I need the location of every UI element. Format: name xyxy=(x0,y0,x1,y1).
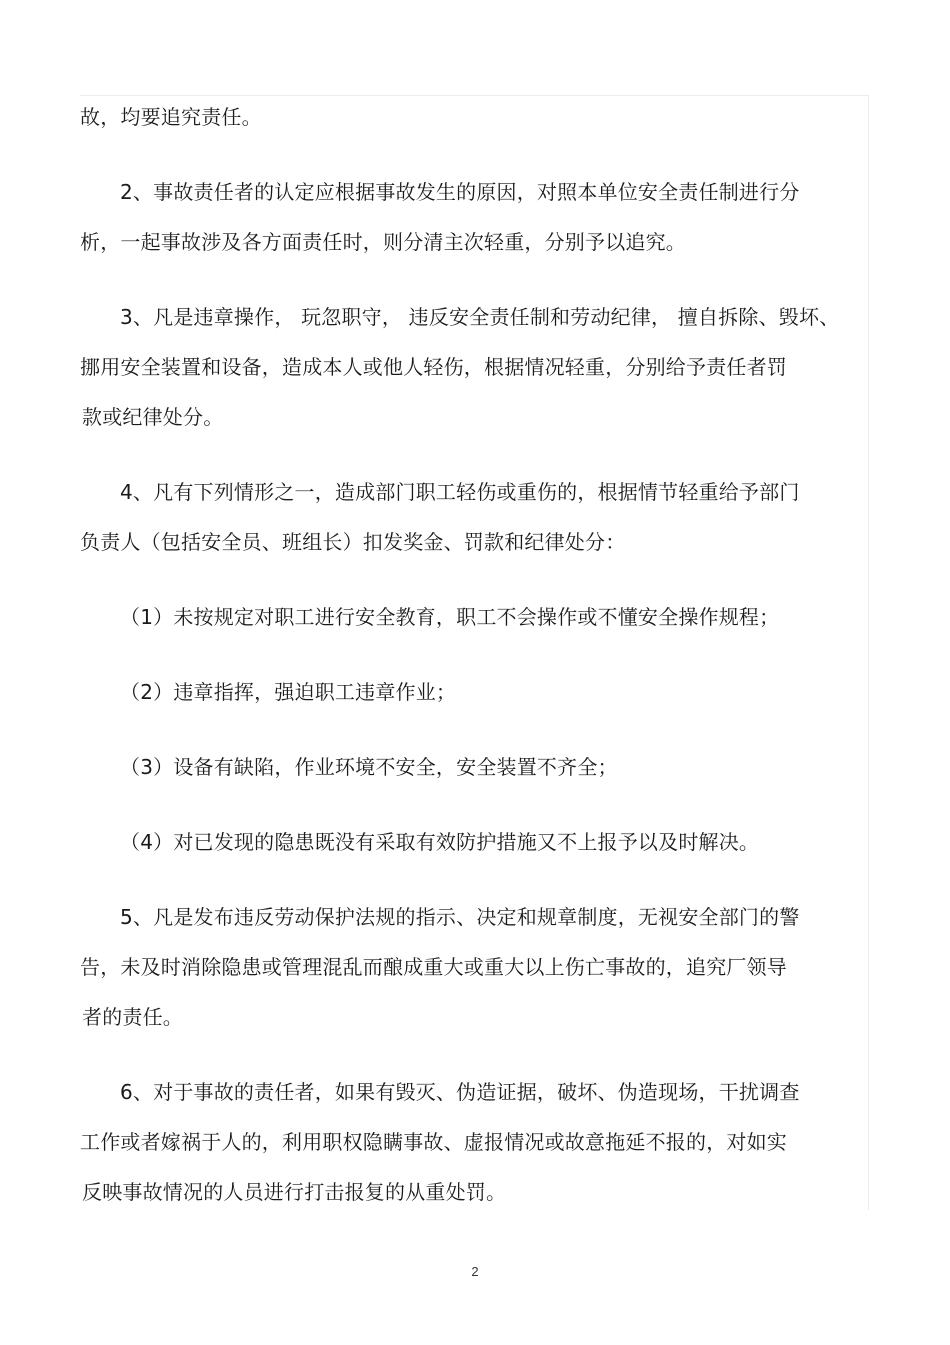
text-line: 2、事故责任者的认定应根据事故发生的原因，对照本单位安全责任制进行分 xyxy=(120,180,800,204)
text-line: 告，未及时消除隐患或管理混乱而酿成重大或重大以上伤亡事故的，追究厂领导 xyxy=(80,955,787,979)
text-line: 故，均要追究责任。 xyxy=(80,105,262,129)
text-line: （3）设备有缺陷，作业环境不安全，安全装置不齐全； xyxy=(120,755,618,779)
text-line: （4）对已发现的隐患既没有采取有效防护措施又不上报予以及时解决。 xyxy=(120,830,760,854)
text-line: 负责人（包括安全员、班组长）扣发奖金、罚款和纪律处分： xyxy=(80,530,626,554)
text-line: 4、凡有下列情形之一，造成部门职工轻伤或重伤的，根据情节轻重给予部门 xyxy=(120,480,800,504)
text-line: （1）未按规定对职工进行安全教育，职工不会操作或不懂安全操作规程； xyxy=(120,605,780,629)
text-line: 5、凡是发布违反劳动保护法规的指示、决定和规章制度，无视安全部门的警 xyxy=(120,905,800,929)
text-line: 挪用安全装置和设备，造成本人或他人轻伤，根据情况轻重，分别给予责任者罚 xyxy=(80,355,787,379)
text-line: 析，一起事故涉及各方面责任时，则分清主次轻重，分别予以追究。 xyxy=(80,230,686,254)
text-line: 工作或者嫁祸于人的，利用职权隐瞒事故、虚报情况或故意拖延不报的，对如实 xyxy=(80,1130,787,1154)
text-line: 6、对于事故的责任者，如果有毁灭、伪造证据，破坏、伪造现场，干扰调查 xyxy=(120,1080,800,1104)
text-line: 款或纪律处分。 xyxy=(82,405,224,429)
text-line: 者的责任。 xyxy=(82,1005,183,1029)
page-frame xyxy=(80,95,869,1210)
text-line: 反映事故情况的人员进行打击报复的从重处罚。 xyxy=(82,1180,507,1204)
text-line: 3、凡是违章操作， 玩忽职守， 违反安全责任制和劳动纪律， 擅自拆除、毁坏、 xyxy=(120,305,840,329)
text-line: （2）违章指挥，强迫职工违章作业； xyxy=(120,680,457,704)
page-number: 2 xyxy=(471,1264,479,1279)
